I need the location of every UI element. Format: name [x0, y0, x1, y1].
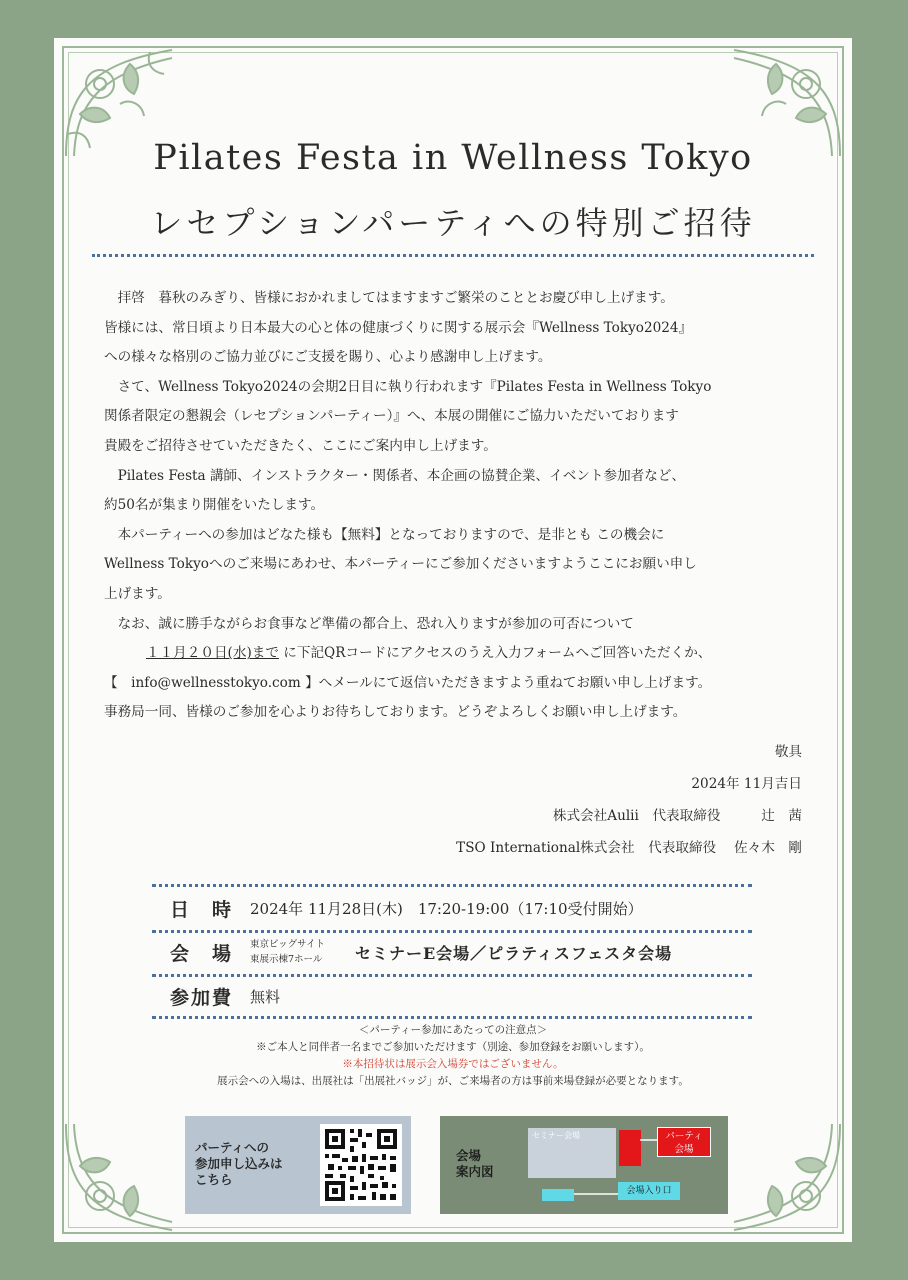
title-english: Pilates Festa in Wellness Tokyo [153, 138, 753, 178]
floral-corner-ornament [60, 1118, 178, 1236]
body-line: 事務局一同、皆様のご参加を心よりお待ちしております。どうぞよろしくお願い申し上げます。 [104, 704, 687, 721]
map-party-area [619, 1130, 641, 1166]
body-line: 皆様には、常日頃より日本最大の心と体の健康づくりに関する展示会『Wellness Tokyo2024』 [104, 319, 693, 336]
deadline-rest: に下記QRコードにアクセスのうえ入力フォームへご回答いただくか、 [278, 645, 712, 662]
map-party-label-line: 会場 [674, 1144, 694, 1155]
closing-word: 敬具 [774, 744, 802, 760]
venue-small-line: 東展示棟7ホール [250, 954, 323, 965]
map-entrance-area [542, 1189, 574, 1201]
info-divider [152, 884, 752, 887]
body-line: 上げます。 [104, 585, 171, 602]
datetime-label: 日 時 [170, 898, 234, 921]
deadline-date: １１月２０日(水)まで [146, 645, 279, 662]
venue-map-label-line: 会場 [456, 1148, 482, 1163]
info-datetime [152, 888, 752, 928]
map-seminar-label: セミナー会場 [532, 1131, 580, 1140]
notes-warning: ※本招待状は展示会入場券ではございません。 [342, 1058, 564, 1070]
notes-block [54, 1022, 852, 1090]
invitation-sheet [54, 38, 852, 1242]
body-line: さて、Wellness Tokyo2024の会期2日目に執り行われます『Pilates Festa in Wellness Tokyo [104, 378, 712, 395]
map-party-label [657, 1127, 711, 1157]
body-line: 関係者限定の懇親会（レセプションパーティー）』へ、本展の開催にご協力いただいております [104, 408, 679, 425]
notes-line: 展示会への入場は、出展社は「出展社バッジ」が、ご来場者の方は事前来場登録が必要となります。 [217, 1075, 689, 1087]
floral-corner-ornament [728, 1118, 846, 1236]
body-line: 貴殿をご招待させていただきたく、ここにご案内申し上げます。 [104, 437, 497, 454]
venue-value: セミナーE会場／ピラティスフェスタ会場 [354, 943, 673, 963]
sender-aulii: 株式会社Aulii 代表取締役 辻 茜 [552, 808, 802, 824]
map-entrance-label: 会場入り口 [618, 1182, 680, 1200]
datetime-value: 2024年 11月28日(木) 17:20-19:00（17:10受付開始） [250, 899, 643, 918]
body-line: 約50名が集まり開催をいたします。 [104, 497, 325, 514]
registration-label-line: 参加申し込みは [195, 1156, 283, 1171]
venue-map-label-line: 案内図 [456, 1164, 494, 1179]
body-line-email: 【 info@wellnesstokyo.com 】へメールにて返信いただきますよう重ねてお願い申し上げます。 [104, 674, 712, 691]
body-line: 拝啓 暮秋のみぎり、皆様におかれましてはますますご繁栄のこととお慶び申し上げます。 [104, 290, 674, 306]
map-pointer-line [640, 1136, 658, 1144]
invitation-body [104, 284, 810, 728]
body-line: Wellness Tokyoへのご来場にあわせ、本パーティーにご参加くださいますようここにお願い申し [104, 556, 697, 573]
info-divider [152, 1016, 752, 1019]
body-line: なお、誠に勝手ながらお食事など準備の都合上、恐れ入りますが参加の可否について [104, 615, 634, 632]
info-venue [152, 932, 752, 972]
fee-label: 参加費 [170, 986, 234, 1009]
sender-tso: TSO International株式会社 代表取締役 佐々木 剛 [456, 840, 802, 856]
issue-date: 2024年 11月吉日 [691, 776, 802, 792]
body-line: 本パーティーへの参加はどなた様も【無料】となっておりますので、是非とも この機会に [104, 526, 665, 543]
body-line: Pilates Festa 講師、インストラクター・関係者、本企画の協賛企業、イベント参加者など、 [104, 467, 686, 484]
title-divider [92, 254, 814, 257]
notes-heading: ＜パーティー参加にあたっての注意点＞ [358, 1024, 548, 1036]
map-party-label-line: パーティ [665, 1131, 703, 1142]
fee-value: 無料 [250, 987, 281, 1006]
registration-box [185, 1116, 411, 1214]
registration-label-line: パーティへの [195, 1140, 270, 1155]
qr-code-icon[interactable] [320, 1124, 402, 1206]
venue-label: 会 場 [170, 942, 234, 965]
map-pointer-line [574, 1190, 618, 1198]
body-line: への様々な格別のご協力並びにご支援を賜り、心より感謝申し上げます。 [104, 349, 552, 366]
notes-line: ※ご本人と同伴者一名までご参加いただけます（別途、参加登録をお願いします）。 [256, 1041, 650, 1053]
venue-map-label [456, 1148, 494, 1180]
title-japanese: レセプションパーティへの特別ご招待 [150, 204, 756, 242]
registration-label-line: こちら [195, 1172, 233, 1187]
venue-small-line: 東京ビッグサイト [250, 939, 325, 950]
map-seminar-area [528, 1128, 616, 1178]
body-line-deadline [104, 639, 810, 669]
info-fee [152, 976, 752, 1016]
venue-location [250, 937, 325, 967]
registration-label [195, 1140, 283, 1188]
venue-map-box [440, 1116, 728, 1214]
